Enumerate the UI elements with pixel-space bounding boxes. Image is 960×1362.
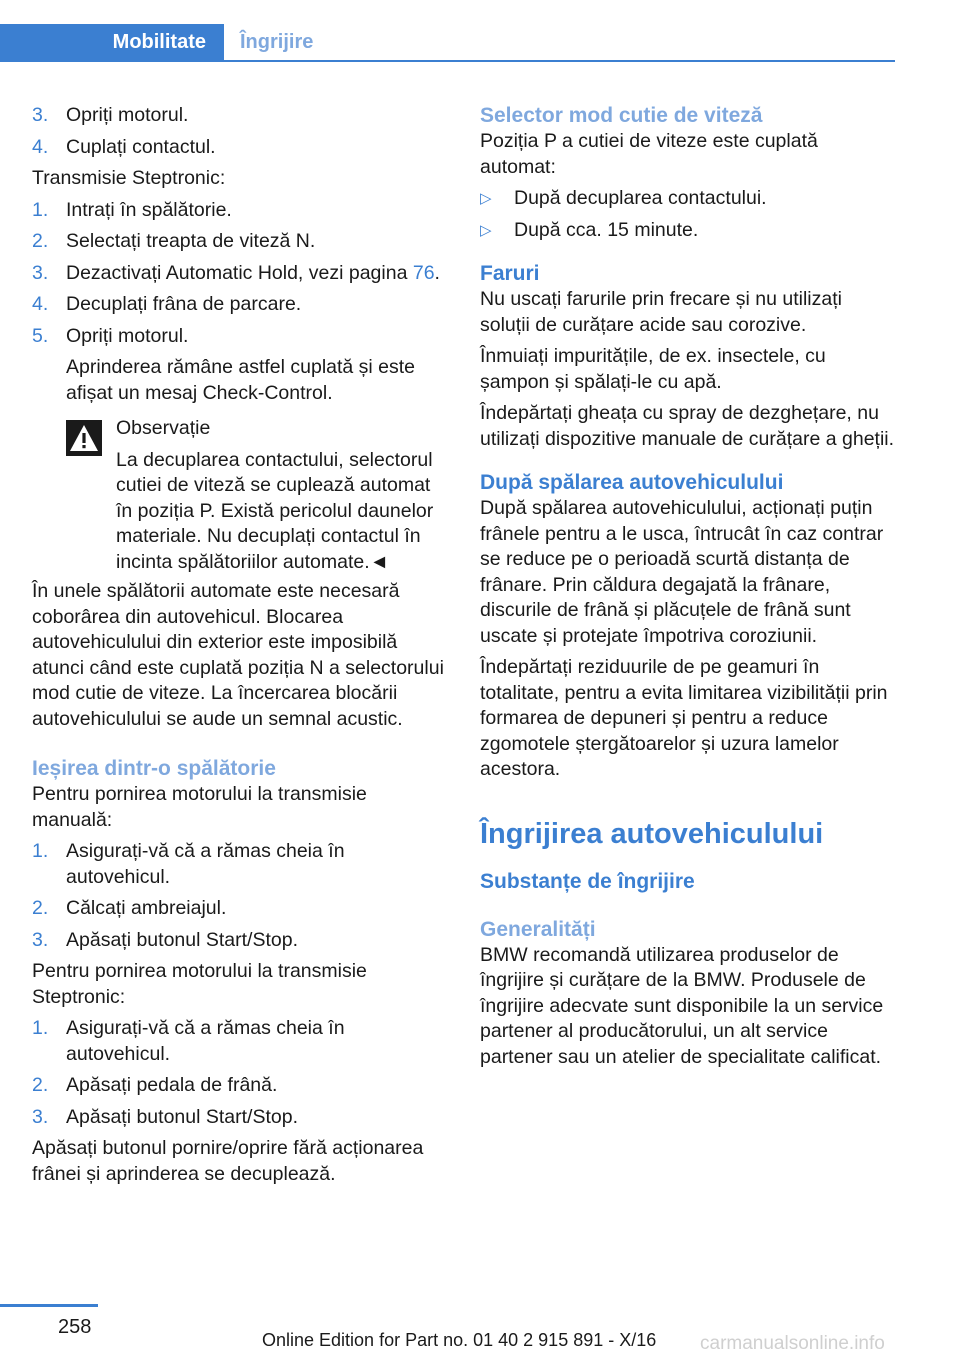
paragraph-end: Apăsați butonul pornire/oprire fără acționarea frânei și aprinderea se decuplează. bbox=[32, 1137, 424, 1185]
paragraph-faruri-2: Înmuiați impuritățile, de ex. insectele, cu șampon și spălați-le cu apă. bbox=[480, 345, 826, 393]
list-item: 5. Opriți motorul. Aprinderea rămâne astfel cuplată și este afișat un mesaj Check-Control. bbox=[32, 324, 450, 407]
warning-body-wrap bbox=[66, 448, 450, 576]
heading-exit-wash: Ieșirea dintr-o spălătorie bbox=[32, 757, 276, 780]
numbered-list-a bbox=[32, 103, 450, 160]
spacer bbox=[32, 738, 450, 756]
edition-text: Online Edition for Part no. 01 40 2 915 891 - X/16 bbox=[262, 1330, 657, 1350]
page-link[interactable]: 76 bbox=[412, 261, 435, 284]
header-rule bbox=[0, 60, 895, 62]
spacer bbox=[480, 458, 896, 470]
paragraph-selector: Poziția P a cutiei de viteze este cuplată automat: bbox=[480, 130, 818, 178]
left-column bbox=[32, 103, 450, 1193]
spacer bbox=[480, 249, 896, 261]
list-item: 3. Apăsați butonul Start/Stop. bbox=[32, 1105, 298, 1128]
list-item: 3. Dezactivați Automatic Hold, vezi pagina 76. bbox=[32, 261, 440, 284]
steptronic-label: Transmisie Steptronic: bbox=[32, 167, 226, 189]
list-item: 4. Cuplați contactul. bbox=[32, 135, 216, 158]
list-item: 4. Decuplați frâna de parcare. bbox=[32, 293, 302, 315]
numbered-list-c bbox=[32, 839, 450, 953]
manual-label: Pentru pornirea motorului la transmisie manuală: bbox=[32, 783, 367, 831]
paragraph-faruri-1: Nu uscați farurile prin frecare și nu utilizați soluții de curățare acide sau corozive. bbox=[480, 288, 842, 336]
footer-rule bbox=[0, 1304, 98, 1307]
page-header bbox=[0, 0, 960, 62]
section-tab-mobilitate: Mobilitate bbox=[0, 24, 224, 61]
paragraph-exit-info: În unele spălătorii automate este necesară coborârea din autovehicul. Blocarea autovehiculului din exterior este imposibilă atunci când este cuplată poziția N a selectorului mod cutie de viteze. La încercarea blocării autovehiculului se aude un semnal acustic. bbox=[32, 580, 444, 730]
heading-vehicle-care: Îngrijirea autovehiculului bbox=[480, 817, 824, 850]
paragraph-faruri-3: Îndepărtați gheața cu spray de dezghețare, nu utilizați dispozitive manuale de curățare a gheții. bbox=[480, 402, 895, 450]
warning-body: La decuplarea contactului, selectorul cutiei de viteză se cuplează automat în poziția P. Există pericolul daunelor materiale. Nu decuplați contactul în incinta spălătoriilor automate.◄ bbox=[116, 448, 434, 573]
list-item: ▷ După cca. 15 minute. bbox=[480, 218, 699, 241]
paragraph-general: BMW recomandă utilizarea produselor de îngrijire și curățare de la BMW. Produsele de îngrijire adecvate sunt disponibile la un service partener al producătorului, un alt service partener sau un atelier de specialitate calificat. bbox=[480, 943, 884, 1068]
steptronic-label-2: Pentru pornirea motorului la transmisie Steptronic: bbox=[32, 960, 367, 1008]
list-item: 1. Asigurați-vă că a rămas cheia în autovehicul. bbox=[32, 840, 345, 888]
list-item: 2. Apăsați pedala de frână. bbox=[32, 1074, 278, 1096]
bullet-list bbox=[480, 186, 896, 243]
list-item-note: Aprinderea rămâne astfel cuplată și este afișat un mesaj Check-Control. bbox=[66, 356, 416, 404]
list-item: 2. Călcați ambreiajul. bbox=[32, 897, 227, 919]
numbered-list-d bbox=[32, 1016, 450, 1130]
numbered-list-b bbox=[32, 198, 450, 407]
paragraph-after-wash-1: După spălarea autovehiculului, acționați puțin frânele pentru a le usca, întrucât în caz contrar se reduce pe o perioadă scurtă distanța de frânare. Prin căldura degajată la frânare, discurile de frână și plăcuțele de frână sunt uscate și protejate împotriva coroziunii. bbox=[480, 497, 884, 647]
warning-triangle-icon bbox=[66, 420, 102, 456]
heading-after-wash: După spălarea autovehiculului bbox=[480, 471, 784, 494]
warning-box bbox=[32, 416, 450, 575]
list-item: 2. Selectați treapta de viteză N. bbox=[32, 230, 316, 252]
watermark: carmanualsonline.info bbox=[700, 1333, 885, 1354]
list-item: 1. Intrați în spălătorie. bbox=[32, 198, 232, 221]
list-item: 1. Asigurați-vă că a rămas cheia în autovehicul. bbox=[32, 1017, 345, 1065]
heading-general: Generalități bbox=[480, 917, 596, 941]
section-tab-ingrijire: Îngrijire bbox=[240, 31, 314, 53]
page-number: 258 bbox=[58, 1316, 92, 1338]
heading-selector: Selector mod cutie de viteză bbox=[480, 104, 763, 127]
list-item: 3. Opriți motorul. bbox=[32, 104, 189, 126]
right-column bbox=[480, 103, 896, 1076]
paragraph-after-wash-2: Îndepărtați reziduurile de pe geamuri în totalitate, pentru a evita limitarea vizibilității prin formarea de depuneri și pentru a reduce zgomotele ștergătoarelor și uzura lamelor acestora. bbox=[480, 656, 888, 780]
warning-title: Observație bbox=[116, 417, 211, 439]
list-item: 3. Apăsați butonul Start/Stop. bbox=[32, 928, 298, 951]
heading-faruri: Faruri bbox=[480, 262, 540, 285]
list-item: ▷ După decuplarea contactului. bbox=[480, 187, 767, 209]
heading-care-products: Substanțe de îngrijire bbox=[480, 869, 695, 893]
